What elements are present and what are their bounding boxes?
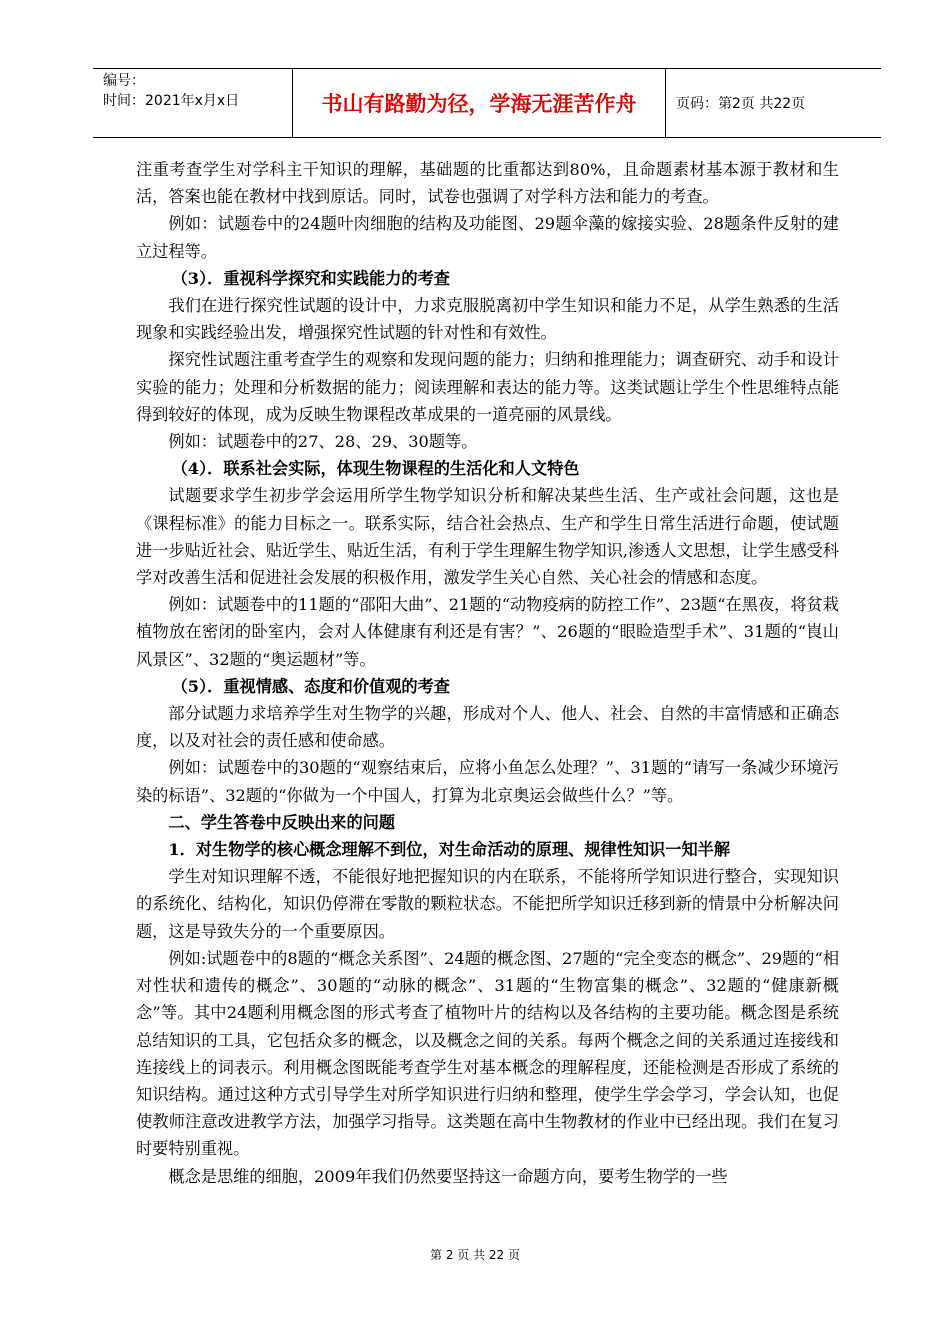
paragraph: 学生对知识理解不透，不能很好地把握知识的内在联系，不能将所学知识进行整合，实现知识的系统化、结构化，知识仍停滞在零散的颗粒状态。不能把所学知识迁移到新的情景中分析解决问题，这是导致失分的一个重要原因。 xyxy=(136,867,839,941)
section-heading: 二、学生答卷中反映出来的问题 xyxy=(168,812,396,832)
paragraph: 概念是思维的细胞，2009年我们仍然要坚持这一命题方向，要考生物学的一些 xyxy=(168,1166,728,1186)
header-meta xyxy=(93,69,293,137)
paragraph: 例如：试题卷中的11题的“邵阳大曲”、21题的“动物疫病的防控工作”、23题“在黑夜，将贫栽植物放在密闭的卧室内，会对人体健康有利还是有害？”、26题的“眼睑造型手术”、31题的“崀山风景区”、32题的“奥运题材”等。 xyxy=(136,595,839,669)
section-heading: （3）．重视科学探究和实践能力的考查 xyxy=(171,268,450,288)
paragraph: 例如:试题卷中的8题的“概念关系图”、24题的概念图、27题的“完全变态的概念”、29题的“相对性状和遗传的概念”、30题的“动脉的概念”、31题的“生物富集的概念”、32题的“健康新概念”等。其中24题利用概念图的形式考查了植物叶片的结构以及各结构的主要功能。概念图是系统总结知识的工具，它包括众多的概念，以及概念之间的关系。每两个概念之间的关系通过连接线和连接线上的词表示。利用概念图既能考查学生对基本概念的理解程度，还能检测是否形成了系统的知识结构。通过这种方式引导学生对所学知识进行归纳和整理，使学生学会学习，学会认知，也促使教师注意改进教学方法，加强学习指导。这类题在高中生物教材的作业中已经出现。我们在复习时要特别重视。 xyxy=(136,948,839,1159)
paragraph: 我们在进行探究性试题的设计中，力求克服脱离初中学生知识和能力不足，从学生熟悉的生活现象和实践经验出发，增强探究性试题的针对性和有效性。 xyxy=(136,296,839,343)
page-header xyxy=(93,68,881,138)
section-heading: （4）．联系社会实际，体现生物课程的生活化和人文特色 xyxy=(171,459,580,479)
paragraph: 例如：试题卷中的30题的“观察结束后，应将小鱼怎么处理？”、31题的“请写一条减少环境污染的标语”、32题的“你做为一个中国人，打算为北京奥运会做些什么？”等。 xyxy=(136,758,839,805)
header-page-code: 页码：第2页 共22页 xyxy=(676,96,806,112)
header-motto: 书山有路勤为径，学海无涯苦作舟 xyxy=(321,92,637,116)
page-footer: 第 2 页 共 22 页 xyxy=(430,1248,520,1262)
paragraph: 例如：试题卷中的27、28、29、30题等。 xyxy=(168,432,478,452)
paragraph: 注重考查学生对学科主干知识的理解，基础题的比重都达到80%，且命题素材基本源于教材和生活，答案也能在教材中找到原话。同时，试卷也强调了对学科方法和能力的考查。 xyxy=(136,160,839,207)
serial-number-label: 编号： xyxy=(103,73,145,89)
subsection-heading: 1．对生物学的核心概念理解不到位，对生命活动的原理、规律性知识一知半解 xyxy=(168,840,731,860)
header-motto-cell xyxy=(293,69,666,137)
document-body xyxy=(136,156,839,1190)
paragraph: 试题要求学生初步学会运用所学生物学知识分析和解决某些生活、生产或社会问题，这也是《课程标准》的能力目标之一。联系实际，结合社会热点、生产和学生日常生活进行命题，使试题进一步贴近社会、贴近学生、贴近生活，有利于学生理解生物学知识,渗透人文思想，让学生感受科学对改善生活和促进社会发展的积极作用，激发学生关心自然、关心社会的情感和态度。 xyxy=(136,486,839,588)
section-heading: （5）．重视情感、态度和价值观的考查 xyxy=(171,676,450,696)
paragraph: 例如：试题卷中的24题叶肉细胞的结构及功能图、29题伞藻的嫁接实验、28题条件反射的建立过程等。 xyxy=(136,214,839,261)
paragraph: 探究性试题注重考查学生的观察和发现问题的能力；归纳和推理能力；调查研究、动手和设计实验的能力；处理和分析数据的能力；阅读理解和表达的能力等。这类试题让学生个性思维特点能得到较好的体现，成为反映生物课程改革成果的一道亮丽的风景线。 xyxy=(136,350,839,424)
paragraph: 部分试题力求培养学生对生物学的兴趣，形成对个人、他人、社会、自然的丰富情感和正确态度，以及对社会的责任感和使命感。 xyxy=(136,704,839,751)
document-time: 时间：2021年x月x日 xyxy=(103,93,240,109)
